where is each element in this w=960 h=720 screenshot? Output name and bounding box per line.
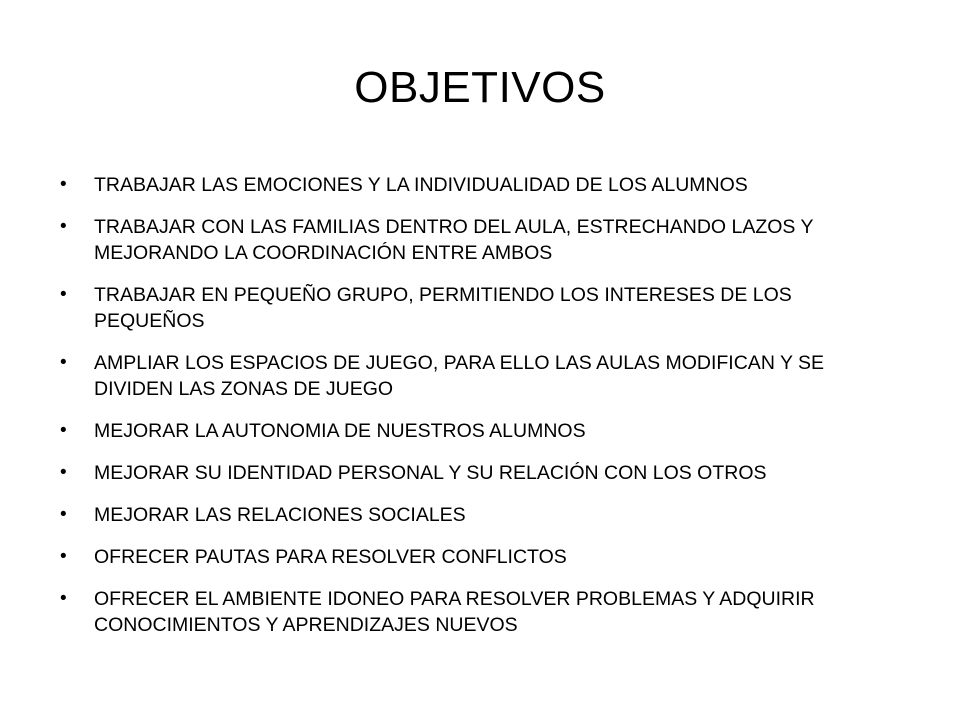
bullet-text: MEJORAR LAS RELACIONES SOCIALES: [94, 504, 466, 526]
bullet-text: OFRECER PAUTAS PARA RESOLVER CONFLICTOS: [94, 546, 567, 568]
bullet-dot-icon: •: [60, 352, 67, 373]
bullet-dot-icon: •: [60, 174, 67, 195]
bullet-text: TRABAJAR CON LAS FAMILIAS DENTRO DEL AULA, ESTRECHANDO LAZOS Y MEJORANDO LA COORDINACIÓN ENTRE AMBOS: [94, 216, 814, 264]
bullet-item: [60, 350, 906, 402]
bullet-dot-icon: •: [60, 504, 67, 525]
bullet-dot-icon: •: [60, 462, 67, 483]
bullet-dot-icon: •: [60, 546, 67, 567]
bullet-item: [60, 282, 906, 334]
bullet-dot-icon: •: [60, 588, 67, 609]
bullet-text: TRABAJAR EN PEQUEÑO GRUPO, PERMITIENDO LOS INTERESES DE LOS PEQUEÑOS: [94, 284, 792, 332]
bullet-item: [60, 418, 906, 444]
bullet-text: MEJORAR SU IDENTIDAD PERSONAL Y SU RELACIÓN CON LOS OTROS: [94, 462, 767, 484]
bullet-item: [60, 586, 906, 638]
bullet-item: [60, 460, 906, 486]
slide-title: OBJETIVOS: [354, 63, 606, 112]
bullet-item: [60, 502, 906, 528]
bullet-text: MEJORAR LA AUTONOMIA DE NUESTROS ALUMNOS: [94, 420, 586, 442]
bullet-dot-icon: •: [60, 216, 67, 237]
bullet-list: [60, 172, 906, 654]
bullet-text: AMPLIAR LOS ESPACIOS DE JUEGO, PARA ELLO LAS AULAS MODIFICAN Y SE DIVIDEN LAS ZONAS DE JUEGO: [94, 352, 825, 400]
bullet-item: [60, 214, 906, 266]
bullet-dot-icon: •: [60, 284, 67, 305]
bullet-item: [60, 172, 906, 198]
bullet-item: [60, 544, 906, 570]
bullet-dot-icon: •: [60, 420, 67, 441]
bullet-text: OFRECER EL AMBIENTE IDONEO PARA RESOLVER PROBLEMAS Y ADQUIRIR CONOCIMIENTOS Y APRENDIZAJES NUEVOS: [94, 588, 815, 636]
bullet-text: TRABAJAR LAS EMOCIONES Y LA INDIVIDUALIDAD DE LOS ALUMNOS: [94, 174, 748, 196]
